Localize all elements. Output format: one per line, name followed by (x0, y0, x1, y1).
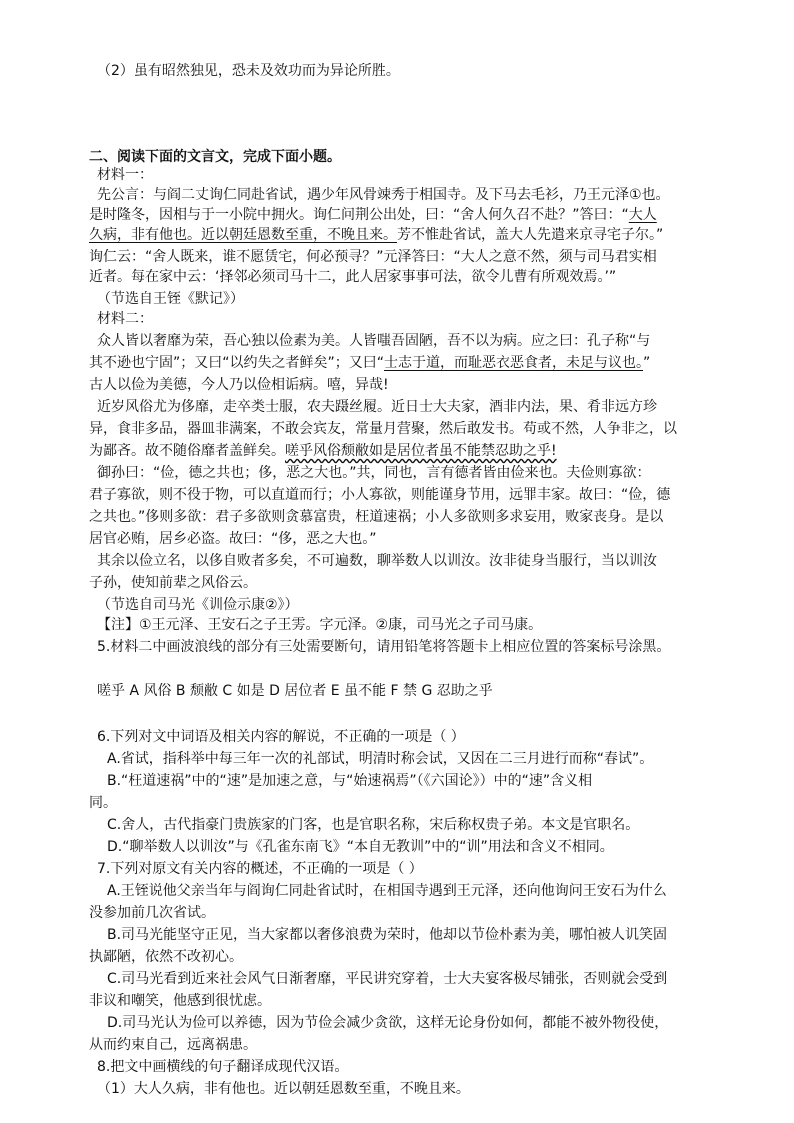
question-7-option-d-cont: 从而约束自己，远离祸患。 (89, 1037, 257, 1053)
section-2-heading: 二、阅读下面的文言文，完成下面小题。 (89, 149, 341, 165)
material-1-label: 材料一： (97, 167, 153, 183)
question-7-option-a: A.王铚说他父亲当年与阎询仁同赴省试时，在相国寺遇到王元泽，还向他询问王安石为什么 (107, 883, 667, 899)
material-2-line: 古人以俭为美德，今人乃以俭相诟病。嘻，异哉! (89, 377, 389, 393)
material-2-line: 近岁风俗尤为侈靡，走卒类士服，农夫蹑丝履。近日士大夫家，酒非内法，果、肴非远方珍 (97, 399, 657, 415)
underlined-sentence: 士志于道，而耻恶衣恶食者，未足与议也。 (384, 355, 644, 371)
material-2-line: 君子寡欲，则不役于物，可以直道而行；小人寡欲，则能谨身节用，远罪丰家。故曰：“俭，德 (89, 487, 671, 503)
question-5-options: 嗟乎 A 风俗 B 颓敝 C 如是 D 居位者 E 虽不能 F 禁 G 忍助之乎 (97, 683, 493, 699)
question-6-stem: 6.下列对文中词语及相关内容的解说，不正确的一项是（ ） (97, 729, 465, 745)
question-4-sentence-2: （2）虽有昭然独见，恐未及效功而为异论所胜。 (97, 63, 400, 79)
question-7-option-b-cont: 执鄙陋，依然不改初心。 (89, 949, 243, 965)
material-2-line: 御孙曰：“俭，德之共也；侈，恶之大也。”共，同也，言有德者皆由俭来也。夫俭则寡欲： (97, 465, 651, 481)
question-8-stem: 8.把文中画横线的句子翻译成现代汉语。 (97, 1059, 349, 1075)
underlined-sentence: 久病，非有他也。近以朝廷恩数至重，不晚且来。 (89, 227, 397, 243)
material-2-line: 其余以俭立名，以侈自败者多矣，不可遍数，聊举数人以训汝。汝非徒身当服行，当以训汝 (97, 553, 657, 569)
question-7-option-c: C.司马光看到近来社会风气日渐奢靡，平民讲究穿着，士大夫宴客极尽铺张，否则就会受到 (107, 971, 668, 987)
question-6-option-c: C.舍人，古代指豪门贵族家的门客，也是官职名称，宋后称权贵子弟。本文是官职名。 (107, 817, 640, 833)
question-7-option-c-cont: 非议和嘲笑，他感到很忧虑。 (89, 993, 271, 1009)
material-2-source: （节选自司马光《训俭示康②》） (97, 597, 299, 613)
wavy-underlined-sentence: 嗟乎风俗颓敝如是居位者虽不能禁忍助之乎! (285, 443, 557, 459)
question-5-stem: 5.材料二中画波浪线的部分有三处需要断句，请用铅笔将答题卡上相应位置的答案标号涂黑。 (97, 639, 671, 655)
question-6-option-b: B.“枉道速祸”中的“速”是加速之意，与“始速祸焉”（《六国论》）中的“速”含义相 (107, 773, 593, 789)
material-1-line: 是时隆冬，因相与于一小院中拥火。询仁问荆公出处，曰：“舍人何久召不赴？”答曰：“大人 (89, 207, 657, 223)
question-7-option-a-cont: 没参加前几次省试。 (89, 905, 215, 921)
question-8-sentence-1: （1）大人久病，非有他也。近以朝廷恩数至重，不晚且来。 (97, 1081, 470, 1097)
material-2-line: 其不逊也宁固”；又曰“以约失之者鲜矣”；又曰“士志于道，而耻恶衣恶食者，未足与议也。” (89, 355, 651, 371)
annotation-note: 【注】①王元泽、王安石之子王雱。字元泽。②康，司马光之子司马康。 (97, 617, 543, 633)
material-2-line: 异，食非多品，器皿非满案，不敢会宾友，常量月营聚，然后敢发书。苟或不然，人争非之，以 (89, 421, 677, 437)
material-2-line: 之共也。”侈则多欲：君子多欲则贪慕富贵，枉道速祸；小人多欲则多求妄用，败家丧身。是以 (89, 509, 664, 525)
material-2-line: 子孙，使知前辈之风俗云。 (89, 575, 257, 591)
material-1-line: 近者。每在家中云：‘择邻必须司马十二，此人居家事事可法，欲令儿曹有所观效焉。’” (89, 269, 617, 285)
underlined-sentence: 大人 (628, 207, 657, 223)
material-1-source: （节选自王铚《默记》） (97, 291, 244, 307)
question-6-option-a: A.省试，指科举中每三年一次的礼部试，明清时称会试，又因在二三月进行而称“春试”。 (107, 751, 654, 767)
material-2-line: 居官必贿，居乡必盗。故曰：“侈，恶之大也。” (89, 531, 377, 547)
question-6-option-d: D.“聊举数人以训汝”与《孔雀东南飞》“本自无教训”中的“训”用法和含义不相同。 (107, 839, 614, 855)
material-2-label: 材料二： (97, 311, 153, 327)
material-1-line: 先公言：与阎二丈询仁同赴省试，遇少年风骨竦秀于相国寺。及下马去毛衫，乃王元泽①也。 (97, 187, 670, 203)
material-2-line: 众人皆以奢靡为荣，吾心独以俭素为美。人皆嗤吾固陋，吾不以为病。应之曰：孔子称“与 (97, 333, 651, 349)
material-1-line: 久病，非有他也。近以朝廷恩数至重，不晚且来。芳不惟赴省试，盖大人先遣来京寻宅子尔。” (89, 227, 664, 243)
question-6-option-b-cont: 同。 (89, 795, 117, 811)
question-7-option-b: B.司马光能坚守正见，当大家都以奢侈浪费为荣时，他却以节俭朴素为美，哪怕被人讥笑固 (107, 927, 668, 943)
material-1-line: 询仁云：“舍人既来，谁不愿赁宅，何必预寻？”元泽答曰：“大人之意不然，须与司马君实相 (89, 249, 657, 265)
material-2-line: 为鄙吝。故不随俗靡者盖鲜矣。嗟乎风俗颓敝如是居位者虽不能禁忍助之乎! (89, 443, 557, 459)
question-7-option-d: D.司马光认为俭可以养德，因为节俭会减少贪欲，这样无论身份如何，都能不被外物役使， (107, 1015, 669, 1031)
question-7-stem: 7.下列对原文有关内容的概述，不正确的一项是（ ） (97, 861, 423, 877)
